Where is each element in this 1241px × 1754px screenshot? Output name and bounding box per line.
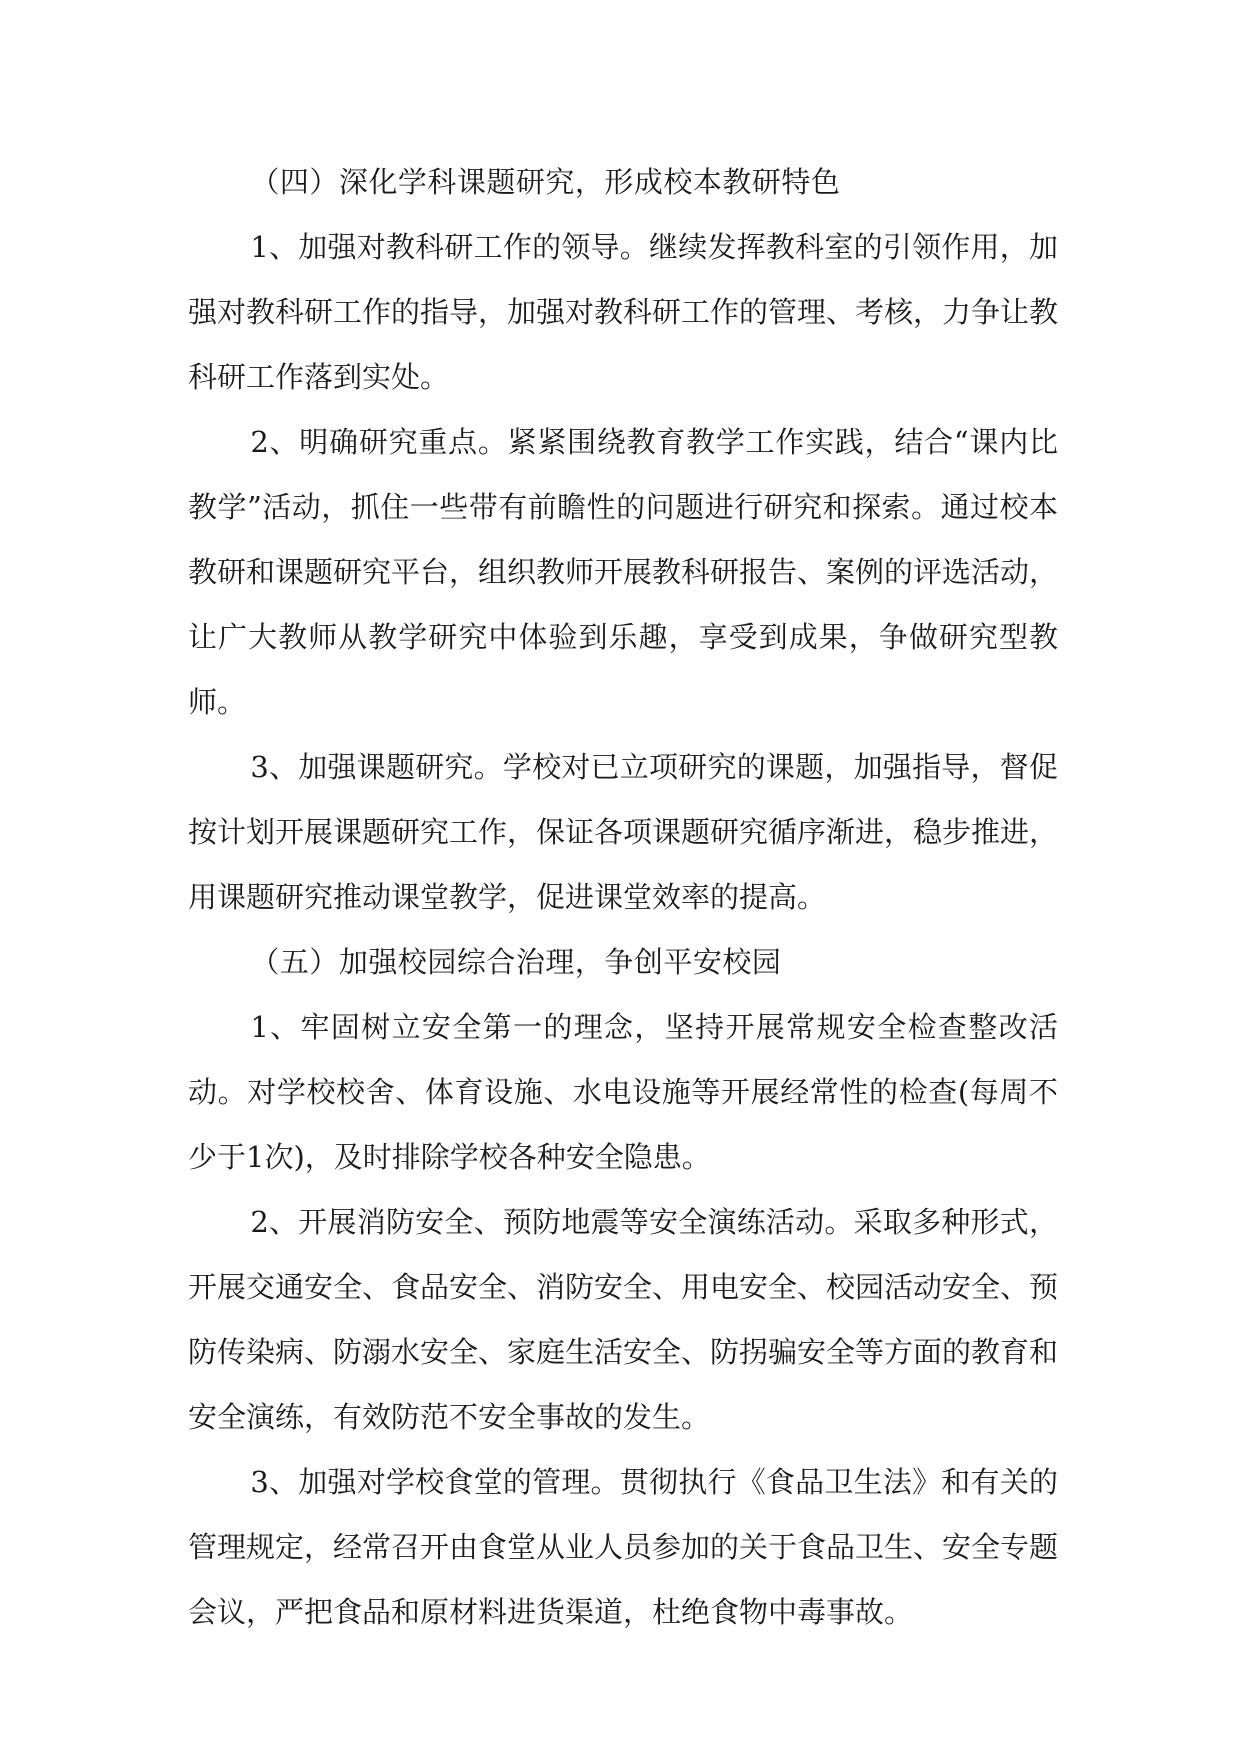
paragraph-5-2: 2、开展消防安全、预防地震等安全演练活动。采取多种形式，开展交通安全、食品安全、消防安全、用电安全、校园活动安全、预防传染病、防溺水安全、家庭生活安全、防拐骗安全等方面的教育和安全演练，有效防范不安全事故的发生。 — [188, 1205, 1059, 1434]
document-body — [188, 150, 1058, 1645]
section-heading-4: （四）深化学科课题研究，形成校本教研特色 — [250, 165, 841, 199]
section-heading-5: （五）加强校园综合治理，争创平安校园 — [250, 945, 782, 979]
paragraph-5-3: 3、加强对学校食堂的管理。贯彻执行《食品卫生法》和有关的管理规定，经常召开由食堂从业人员参加的关于食品卫生、安全专题会议，严把食品和原材料进货渠道，杜绝食物中毒事故。 — [188, 1465, 1059, 1629]
paragraph-4-2: 2、明确研究重点。紧紧围绕教育教学工作实践，结合“课内比教学”活动，抓住一些带有前瞻性的问题进行研究和探索。通过校本教研和课题研究平台，组织教师开展教科研报告、案例的评选活动，让广大教师从教学研究中体验到乐趣，享受到成果，争做研究型教师。 — [188, 425, 1059, 719]
paragraph-4-1: 1、加强对教科研工作的领导。继续发挥教科室的引领作用，加强对教科研工作的指导，加强对教科研工作的管理、考核，力争让教科研工作落到实处。 — [188, 230, 1059, 394]
paragraph-4-3: 3、加强课题研究。学校对已立项研究的课题，加强指导，督促按计划开展课题研究工作，保证各项课题研究循序渐进，稳步推进，用课题研究推动课堂教学，促进课堂效率的提高。 — [188, 750, 1059, 914]
paragraph-5-1: 1、牢固树立安全第一的理念，坚持开展常规安全检查整改活动。对学校校舍、体育设施、水电设施等开展经常性的检查(每周不少于1次)，及时排除学校各种安全隐患。 — [188, 1010, 1058, 1174]
